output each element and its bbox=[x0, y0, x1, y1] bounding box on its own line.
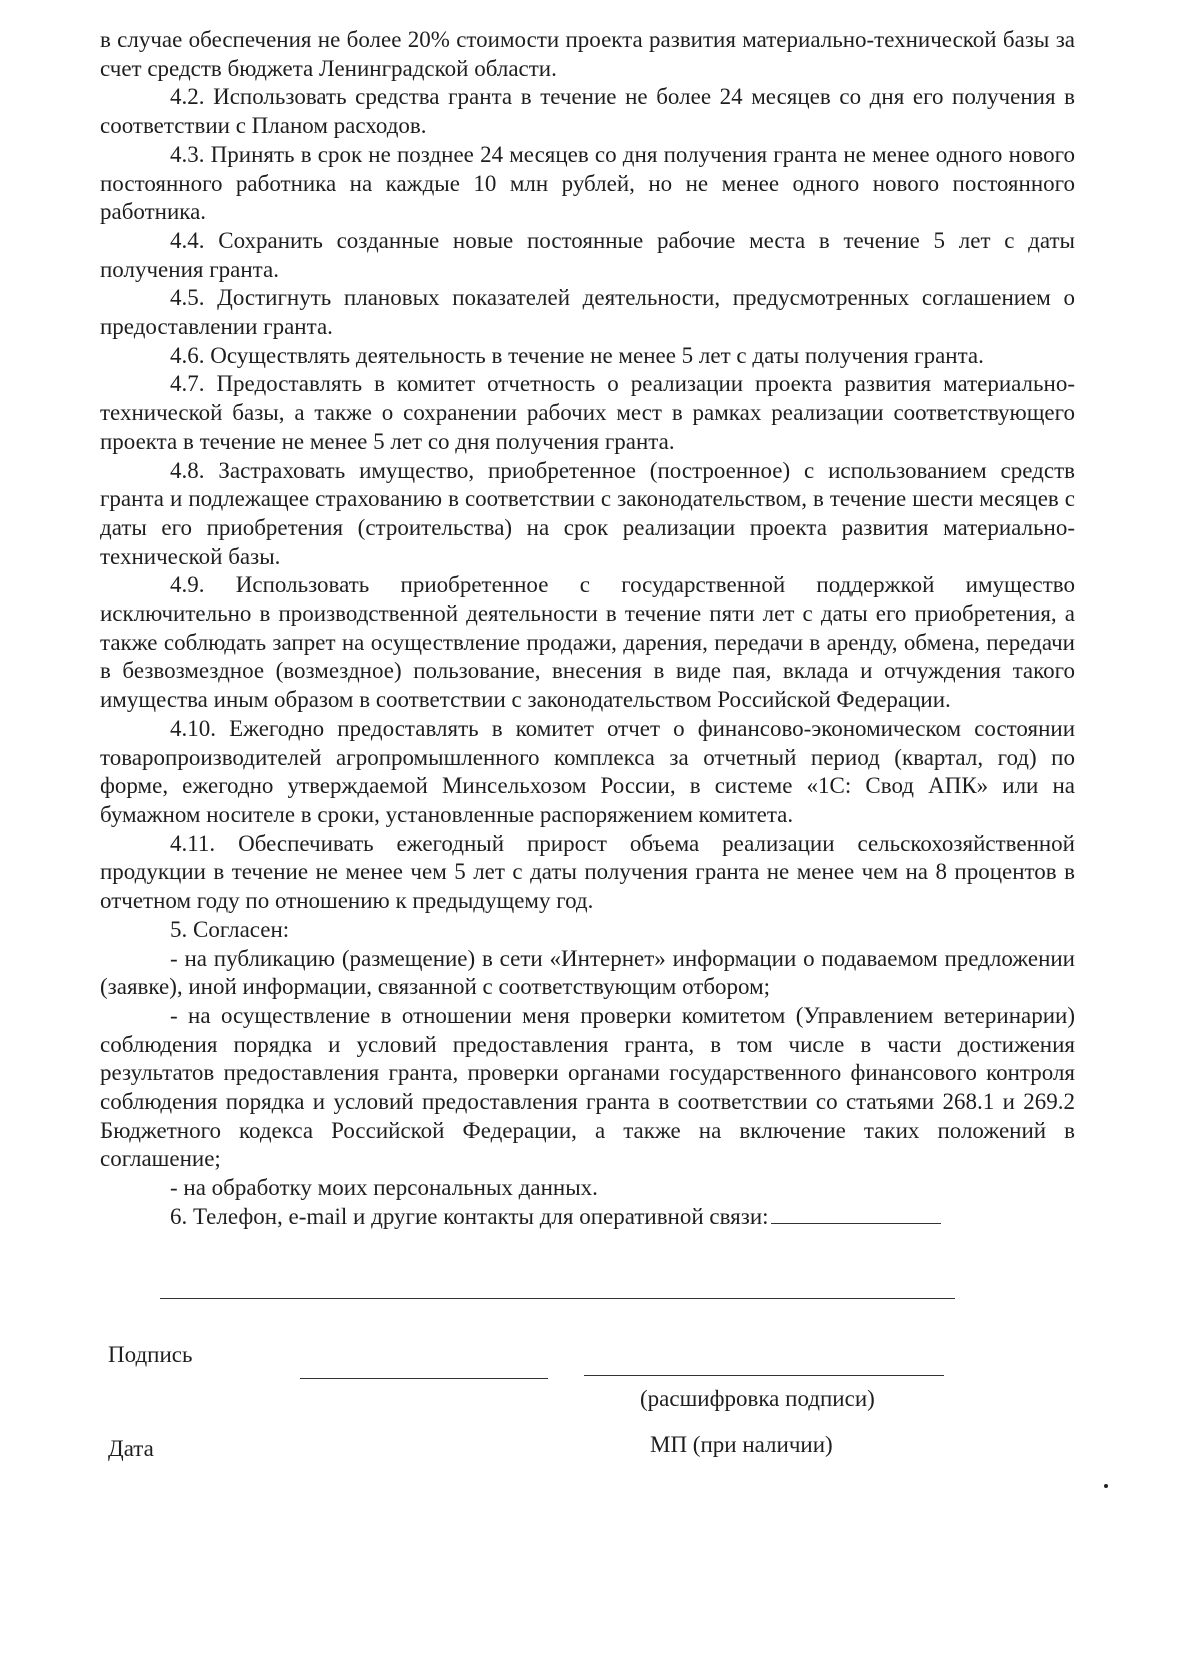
document-body bbox=[100, 26, 1075, 1232]
paragraph-4-8: 4.8. Застраховать имущество, приобретенное (построенное) с использованием средств гранта и подлежащее страхованию в соответствии с законодательством, в течение шести месяцев с даты его приобретения (строительства) на срок реализации проекта развития материально-технической базы. bbox=[100, 457, 1075, 569]
contacts-line bbox=[100, 1203, 1075, 1232]
consent-item-publication: - на публикацию (размещение) в сети «Интернет» информации о подаваемом предложении (заявке), иной информации, связанной с соответствующим отбором; bbox=[100, 945, 1075, 1000]
contacts-second-line[interactable] bbox=[160, 1298, 955, 1299]
signature-decoding-line[interactable] bbox=[584, 1375, 944, 1376]
stamp-caption: МП (при наличии) bbox=[650, 1432, 833, 1457]
signature-line[interactable] bbox=[300, 1378, 548, 1379]
paragraph-4-6: 4.6. Осуществлять деятельность в течение не менее 5 лет с даты получения гранта. bbox=[170, 342, 984, 368]
consent-item-personal-data: - на обработку моих персональных данных. bbox=[170, 1175, 598, 1201]
paragraph-4-4: 4.4. Сохранить созданные новые постоянные рабочие места в течение 5 лет с даты получения гранта. bbox=[100, 227, 1075, 282]
paragraph-4-11: 4.11. Обеспечивать ежегодный прирост объема реализации сельскохозяйственной продукции в течение не менее чем 5 лет с даты получения гранта не менее чем на 8 процентов в отчетном году по отношению к предыдущему год. bbox=[100, 830, 1075, 914]
paragraph-4-9: 4.9. Использовать приобретенное с государственной поддержкой имущество исключительно в производственной деятельности в течение пяти лет с даты его приобретения, а также соблюдать запрет на осуществление продажи, дарения, передачи в аренду, обмена, передачи в безвозмездное (возмездное) пользование, внесения в виде пая, вклада и отчуждения такого имущества иным образом в соответствии с законодательством Российской Федерации. bbox=[100, 572, 1075, 713]
paragraph-5-heading: 5. Согласен: bbox=[170, 916, 290, 942]
consent-item-inspection: - на осуществление в отношении меня проверки комитетом (Управлением ветеринарии) соблюдения порядка и условий предоставления гранта, в том числе в части достижения результатов предоставления гранта, проверки органами государственного финансового контроля соблюдения порядка и условий предоставления гранта в соответствии со статьями 268.1 и 269.2 Бюджетного кодекса Российской Федерации, а также на включение таких положений в соглашение; bbox=[100, 1002, 1075, 1172]
date-label: Дата bbox=[108, 1436, 154, 1461]
paragraph-4-7: 4.7. Предоставлять в комитет отчетность о реализации проекта развития материально-технической базы, а также о сохранении рабочих мест в рамках реализации соответствующего проекта в течение не менее 5 лет со дня получения гранта. bbox=[100, 371, 1075, 454]
paragraph-4-10: 4.10. Ежегодно предоставлять в комитет отчет о финансово-экономическом состоянии товаропроизводителей агропромышленного комплекса за отчетный период (квартал, год) по форме, ежегодно утверждаемой Минсельхозом России, в системе «1С: Свод АПК» или на бумажном носителе в сроки, установленные распоряжением комитета. bbox=[100, 715, 1075, 827]
contacts-field[interactable] bbox=[771, 1203, 941, 1224]
paragraph-4-2: 4.2. Использовать средства гранта в течение не более 24 месяцев со дня его получения в соответствии с Планом расходов. bbox=[100, 84, 1075, 139]
signature-decoding-caption: (расшифровка подписи) bbox=[640, 1386, 875, 1411]
scan-speck bbox=[1104, 1484, 1108, 1488]
paragraph-4-3: 4.3. Принять в срок не позднее 24 месяцев со дня получения гранта не менее одного нового постоянного работника на каждые 10 млн рублей, но не менее одного нового постоянного работника. bbox=[100, 141, 1075, 225]
paragraph-4-5: 4.5. Достигнуть плановых показателей деятельности, предусмотренных соглашением о предоставлении гранта. bbox=[100, 285, 1075, 340]
signature-label: Подпись bbox=[108, 1342, 193, 1367]
paragraph-4-1-continuation: в случае обеспечения не более 20% стоимости проекта развития материально-технической базы за счет средств бюджета Ленинградской области. bbox=[100, 27, 1075, 81]
contacts-label: 6. Телефон, e-mail и другие контакты для оперативной связи: bbox=[170, 1203, 769, 1229]
